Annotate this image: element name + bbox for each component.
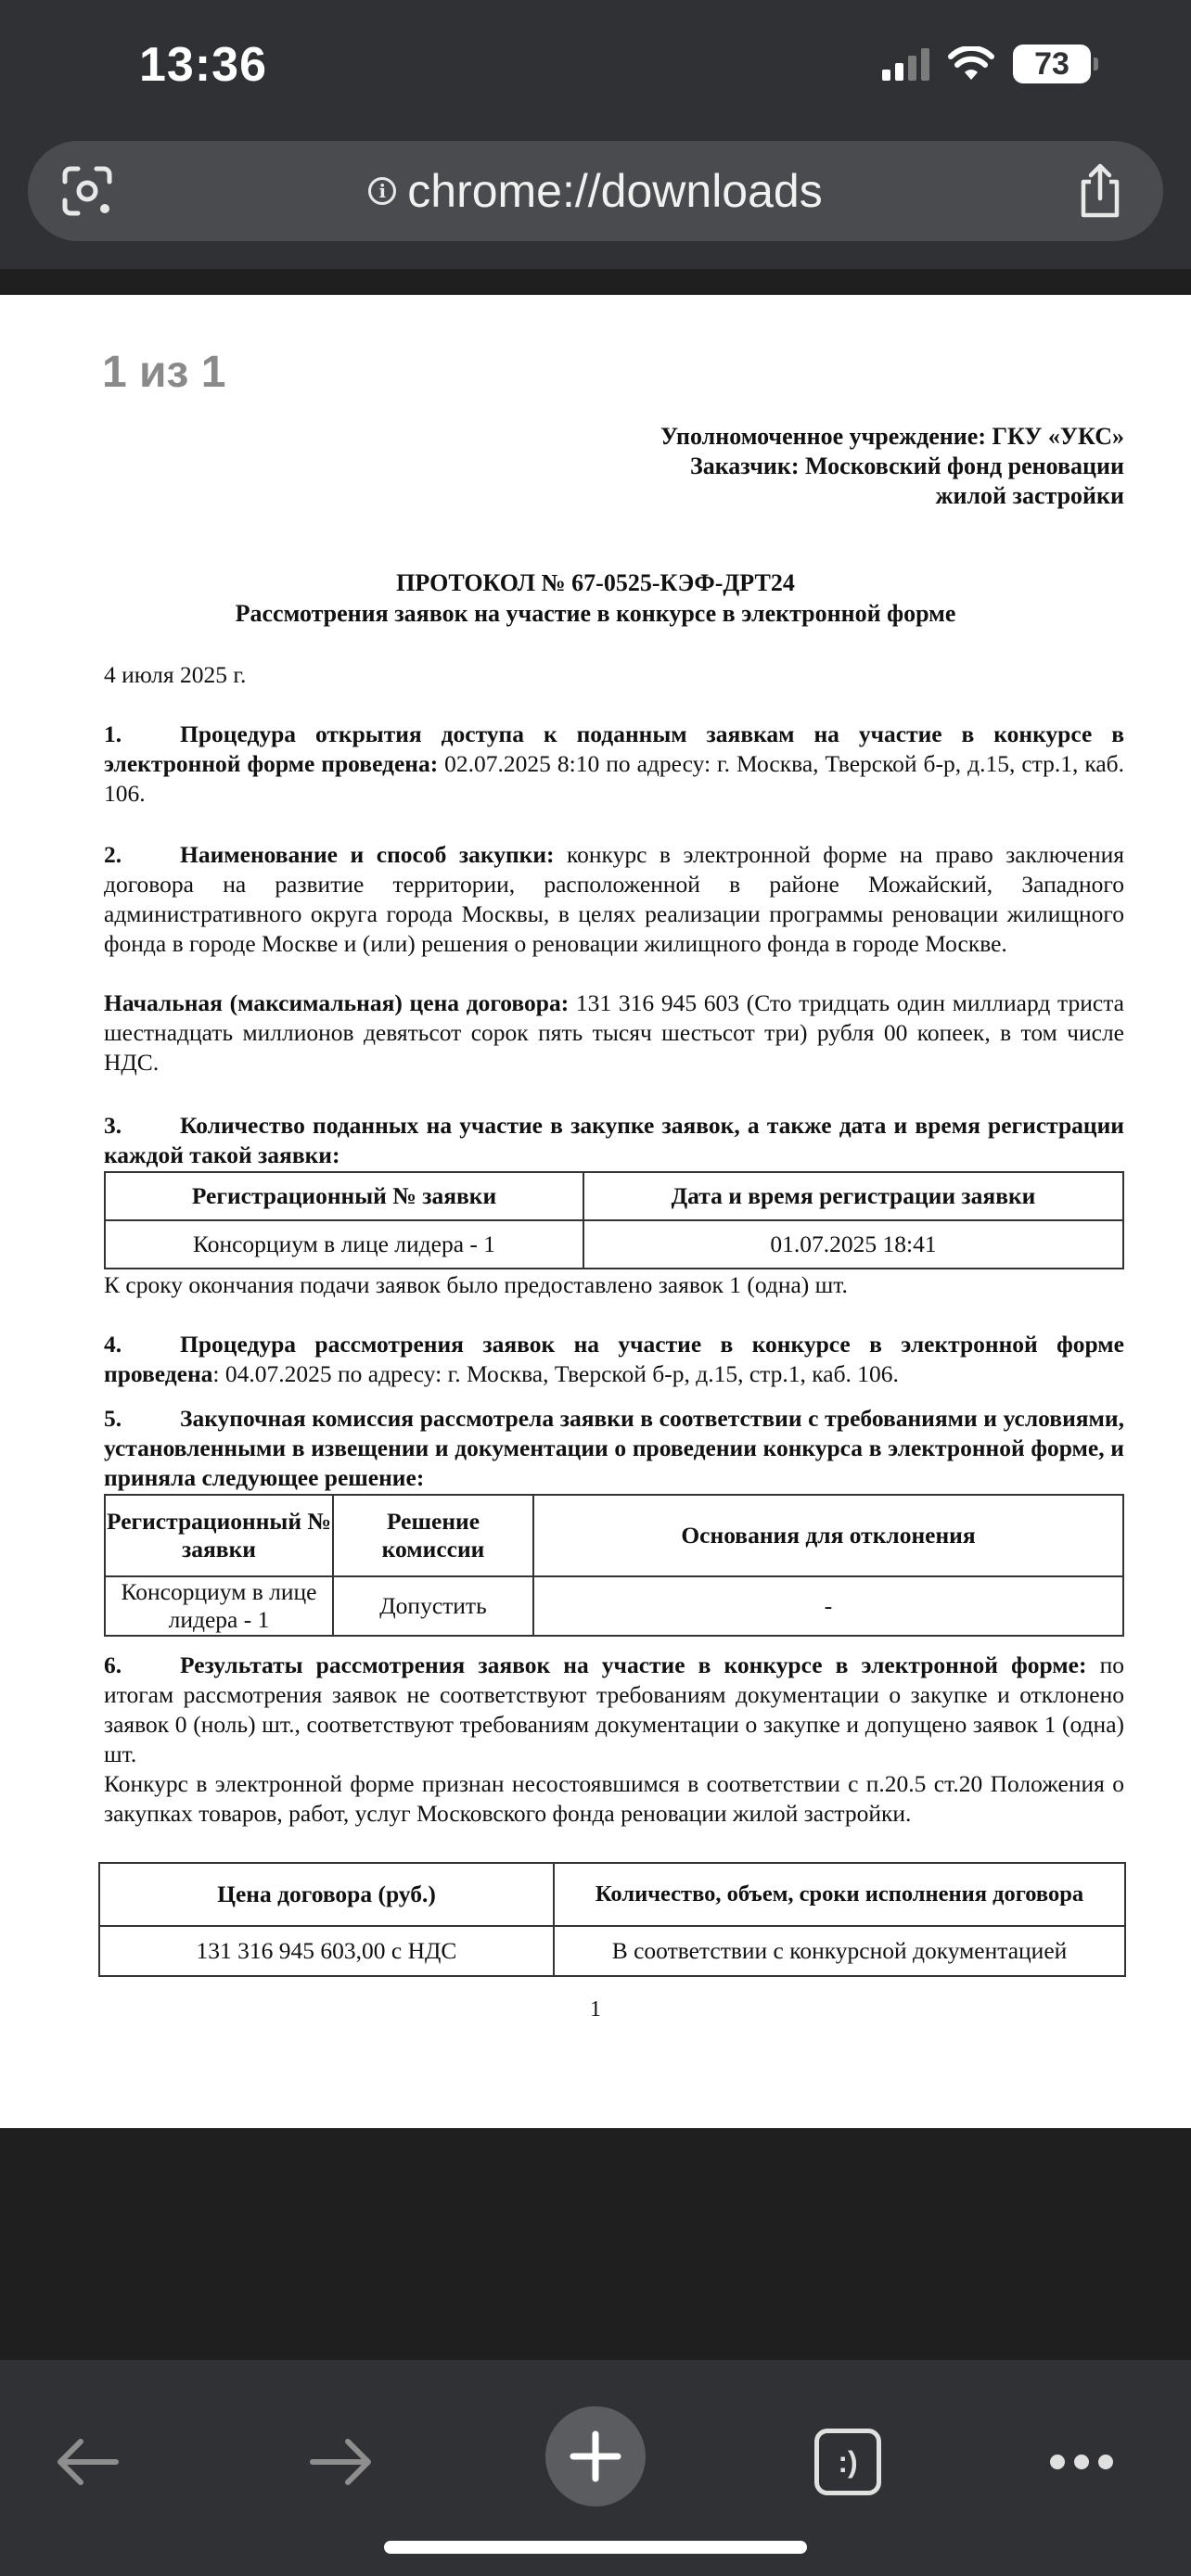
url-text[interactable]: chrome://downloads <box>407 165 823 217</box>
price-table-cell-price: 131 316 945 603,00 с НДС <box>99 1926 554 1976</box>
section-6-number: 6. <box>104 1651 122 1678</box>
menu-button[interactable] <box>1035 2416 1128 2508</box>
decision-table <box>104 1494 1124 1637</box>
price-table-cell-terms: В соответствии с конкурсной документацией <box>554 1926 1125 1976</box>
decision-table-cell-number: Консорциум в лице лидера - 1 <box>105 1576 333 1636</box>
registration-table-cell-number: Консорциум в лице лидера - 1 <box>105 1220 583 1269</box>
org-header <box>660 422 1124 511</box>
battery-icon <box>1013 45 1098 83</box>
section-6 <box>104 1651 1124 1769</box>
section-5-number: 5. <box>104 1405 122 1432</box>
address-bar[interactable] <box>28 141 1163 241</box>
back-arrow-icon <box>53 2434 122 2490</box>
section-2-heading: Наименование и способ закупки: <box>180 841 555 868</box>
battery-level: 73 <box>1013 45 1091 83</box>
price-table <box>98 1862 1126 1977</box>
section-3-after: К сроку окончания подачи заявок было предоставлено заявок 1 (одна) шт. <box>104 1271 848 1298</box>
section-1-number: 1. <box>104 721 122 747</box>
price-table-header-price: Цена договора (руб.) <box>99 1863 554 1926</box>
table-row <box>99 1926 1125 1976</box>
org-line-3: жилой застройки <box>935 482 1124 509</box>
more-icon <box>1048 2453 1115 2471</box>
top-chrome <box>0 0 1191 269</box>
section-2 <box>104 840 1124 959</box>
section-4-text: : 04.07.2025 по адресу: г. Москва, Тверской б-р, д.15, стр.1, каб. 106. <box>212 1360 899 1387</box>
viewer-strip <box>0 269 1191 295</box>
section-2-price-heading: Начальная (максимальная) цена договора: <box>104 989 570 1016</box>
tab-switcher-icon <box>814 2429 881 2495</box>
registration-table-header-date: Дата и время регистрации заявки <box>583 1172 1123 1220</box>
document-date: 4 июля 2025 г. <box>104 661 247 688</box>
tab-switcher-label: :) <box>838 2444 858 2479</box>
document-title-block <box>0 567 1191 629</box>
pdf-page[interactable] <box>0 295 1191 2128</box>
plus-icon <box>570 2430 621 2482</box>
section-2-text: конкурс в электронной форме на право заключения договора на развитие территории, расположенной в районе Можайский, Западного административного округа города Москвы, в целях реализации программы реновации жилищного фонда в городе Москве и (или) решения о реновации жилищного фонда в городе Москве. <box>104 841 1124 957</box>
decision-table-header-number: Регистрационный № заявки <box>105 1495 333 1576</box>
wifi-icon <box>948 46 994 82</box>
section-2-price-text: 131 316 945 603 (Сто тридцать один миллиард триста шестнадцать миллионов девятьсот сорок пять тысяч шестьсот три) рубля 00 копеек, в том числе НДС. <box>104 989 1125 1076</box>
section-1-text: 02.07.2025 8:10 по адресу: г. Москва, Тверской б-р, д.15, стр.1, каб. 106. <box>104 750 1124 807</box>
org-line-2: Заказчик: Московский фонд реновации <box>689 453 1124 479</box>
section-6-heading: Результаты рассмотрения заявок на участие в конкурсе в электронной форме: <box>180 1651 1087 1678</box>
tab-switcher-button[interactable] <box>801 2416 894 2508</box>
section-4 <box>104 1330 1124 1389</box>
section-5 <box>104 1404 1124 1493</box>
info-icon[interactable]: i <box>368 177 396 205</box>
org-line-1: Уполномоченное учреждение: ГКУ «УКС» <box>660 423 1124 450</box>
page-number: 1 <box>590 1997 601 2021</box>
page-indicator: 1 из 1 <box>102 348 226 397</box>
table-row <box>105 1576 1123 1636</box>
table-row <box>105 1220 1123 1269</box>
decision-table-header-decision: Решение комиссии <box>333 1495 533 1576</box>
section-6-conclusion: Конкурс в электронной форме признан несостоявшимся в соответствии с п.20.5 ст.20 Положения о закупках товаров, работ, услуг Московского фонда реновации жилой застройки. <box>104 1770 1124 1827</box>
section-3 <box>104 1111 1124 1170</box>
new-tab-button[interactable] <box>545 2406 646 2506</box>
decision-table-header-reason: Основания для отклонения <box>533 1495 1123 1576</box>
registration-table <box>104 1171 1124 1269</box>
registration-table-cell-date: 01.07.2025 18:41 <box>583 1220 1123 1269</box>
section-2-price <box>104 988 1124 1078</box>
section-4-number: 4. <box>104 1331 122 1358</box>
decision-table-cell-decision: Допустить <box>333 1576 533 1636</box>
section-3-heading: Количество поданных на участие в закупке заявок, а также дата и время регистрации каждой такой заявки: <box>104 1112 1124 1168</box>
section-4-heading: Процедура рассмотрения заявок на участие в конкурсе в электронной форме проведена <box>104 1331 1124 1387</box>
section-1 <box>104 720 1124 809</box>
section-6-text: по итогам рассмотрения заявок не соответствуют требованиям документации о закупке и отклонено заявок 0 (ноль) шт., соответствуют требованиям документации о закупке и допущено заявок 1 (одна) шт. <box>104 1651 1124 1767</box>
cellular-signal-icon <box>882 47 929 81</box>
share-icon[interactable] <box>1072 161 1128 221</box>
status-time: 13:36 <box>139 38 267 92</box>
forward-button[interactable] <box>295 2416 388 2508</box>
section-1-heading: Процедура открытия доступа к поданным заявкам на участие в конкурсе в электронной форме проведена: <box>104 721 1124 777</box>
price-table-header-terms: Количество, объем, сроки исполнения договора <box>554 1863 1125 1926</box>
section-2-number: 2. <box>104 841 122 868</box>
registration-table-header-number: Регистрационный № заявки <box>105 1172 583 1220</box>
section-5-heading: Закупочная комиссия рассмотрела заявки в соответствии с требованиями и условиями, установленными в извещении и документации о проведении конкурса в электронной форме, и приняла следующее решение: <box>104 1405 1124 1491</box>
status-icons <box>882 45 1098 83</box>
home-indicator <box>384 2541 807 2554</box>
section-3-number: 3. <box>104 1112 122 1139</box>
document-title: ПРОТОКОЛ № 67-0525-КЭФ-ДРТ24 <box>396 569 795 596</box>
back-button[interactable] <box>41 2416 134 2508</box>
document-subtitle: Рассмотрения заявок на участие в конкурсе в электронной форме <box>235 600 956 627</box>
forward-arrow-icon <box>307 2434 376 2490</box>
decision-table-cell-reason: - <box>533 1576 1123 1636</box>
